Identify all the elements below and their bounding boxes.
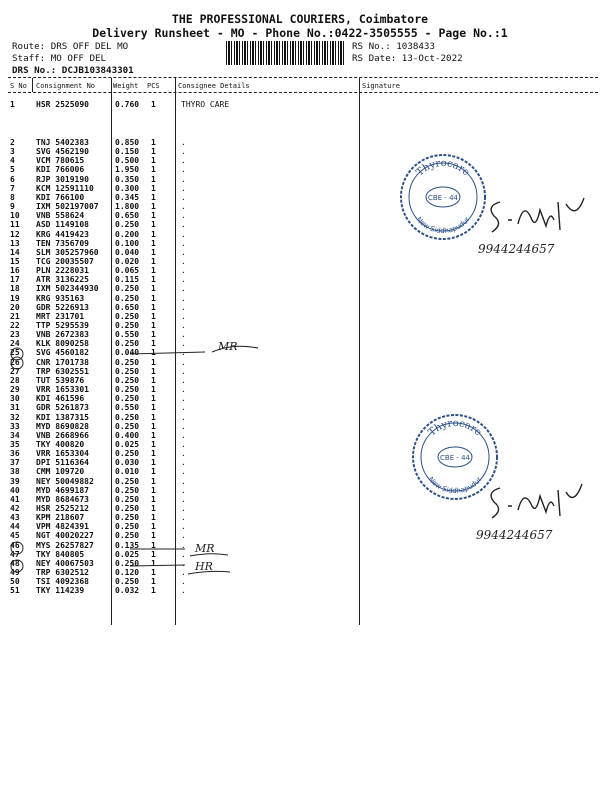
row-consignment-no: KCM 12591110 [36,183,94,193]
svg-text:New Siddhapudur: New Siddhapudur [426,475,484,496]
row-pcs: 1 [151,302,156,312]
row-consignment-no: ASD 1149108 [36,220,89,230]
row-pcs: 1 [151,293,156,303]
row-pcs: 1 [151,586,156,596]
row-consignment-no: CMM 109720 [36,467,85,477]
row-pcs: 1 [151,256,156,266]
row-consignment-no: VRR 1653304 [36,449,89,459]
row-pcs: 1 [151,513,156,523]
row-sno: 34 [10,430,20,440]
handwritten-phone-2: 9944244657 [476,528,553,542]
row-weight: 0.115 [115,275,140,285]
row-weight: 0.250 [115,321,140,330]
row-sno: 12 [10,229,20,239]
row-consignment-no: VNB 558624 [36,211,85,221]
row-pcs: 1 [151,577,156,587]
svg-text:Thyrocare: Thyrocare [426,417,484,439]
row-consignment-no: HSR 2525212 [36,504,89,513]
row-consignee: . [181,174,186,184]
row-weight: 0.020 [115,256,140,266]
row-pcs: 1 [151,165,156,175]
row-consignee: . [181,348,186,358]
row-weight: 0.650 [115,302,140,312]
row-consignment-no: KDI 766006 [36,165,85,175]
row-pcs: 1 [151,540,156,550]
col-header-signature: Signature [362,82,400,90]
row-consignee: . [181,467,186,477]
row-weight: 0.550 [115,403,140,413]
row-pcs: 1 [151,458,156,468]
document-subtitle: Delivery Runsheet - MO - Phone No.:0422-3505555 - Page No.:1 [92,26,508,40]
row-consignee: . [181,485,186,495]
row-consignee: . [181,229,186,239]
row-sno: 8 [10,192,15,202]
row-consignment-no: MYD 4699187 [36,485,89,495]
row-weight: 0.550 [115,330,140,340]
row-consignee: . [181,266,186,276]
col-header-pcs: PCS [147,82,160,90]
row-weight: 0.400 [115,430,140,440]
row-sno: 50 [10,577,20,587]
row-pcs: 1 [151,311,156,321]
row-sno: 28 [10,375,20,385]
row-consignment-no: TTP 5295539 [36,321,89,330]
row-pcs: 1 [151,147,156,157]
row-weight: 0.250 [115,421,140,431]
document-title: THE PROFESSIONAL COURIERS, Coimbatore [171,12,429,26]
row-sno: 45 [10,531,20,541]
row-weight: 0.025 [115,549,140,559]
row-consignee: . [181,494,186,504]
row-consignee: . [181,220,186,230]
row-weight: 0.250 [115,366,140,376]
annotation-hr: HR [195,560,213,573]
signature-1 [480,190,590,240]
row-consignment-no: GDR 5261873 [36,403,89,413]
row-pcs: 1 [151,568,156,578]
row-pcs: 1 [151,476,156,486]
row-sno: 4 [10,156,15,166]
row-pcs: 1 [151,558,156,568]
row-sno: 2 [10,138,15,147]
row-consignee: . [181,211,186,221]
row-weight: 0.250 [115,385,140,395]
row-sno: 24 [10,339,20,349]
rs-number: RS No.: 1038433 [352,41,435,52]
row-sno: 13 [10,238,20,248]
col-header-consignment: Consignment No [36,82,96,90]
row-sno: 31 [10,403,20,413]
row-pcs: 1 [151,247,156,257]
row-weight: 0.345 [115,192,140,202]
row-weight: 1.950 [115,165,140,175]
row-pcs: 1 [151,403,156,413]
row-sno: 7 [10,183,15,193]
row-sno: 39 [10,476,20,486]
svg-text:CBE - 44: CBE - 44 [440,454,470,462]
row-weight: 0.040 [115,247,140,257]
row-weight: 0.250 [115,449,140,459]
row-weight: 0.010 [115,467,140,477]
row-consignee: . [181,311,186,321]
row-pcs: 1 [151,385,156,395]
row-pcs: 1 [151,549,156,559]
row-sno: 22 [10,321,20,330]
row-weight: 0.250 [115,339,140,349]
row-consignment-no: HSR 2525090 [36,100,89,109]
row-pcs: 1 [151,494,156,504]
strike-line-24 [130,352,205,354]
row-pcs: 1 [151,266,156,276]
row-sno: 1 [10,100,15,109]
drs-number: DRS No.: DCJB103843301 [12,65,134,76]
row-consignment-no: PLN 2228031 [36,266,89,276]
row-sno: 17 [10,275,20,285]
row-consignment-no: VRR 1653301 [36,385,89,395]
rs-date: RS Date: 13-Oct-2022 [352,53,463,64]
row-consignment-no: SVG 4560182 [36,348,89,358]
row-sno: 29 [10,385,20,395]
row-weight: 0.250 [115,531,140,541]
row-consignee: . [181,540,186,550]
row-weight: 0.250 [115,522,140,532]
row-consignment-no: MRT 231701 [36,311,85,321]
row-weight: 0.200 [115,229,140,239]
row-sno: 35 [10,439,20,449]
strike-line-46 [130,565,185,566]
row-consignee: . [181,238,186,248]
row-consignment-no: KRG 935163 [36,293,85,303]
row-consignee: . [181,568,186,578]
row-weight: 0.065 [115,266,140,276]
row-pcs: 1 [151,357,156,367]
row-sno: 14 [10,247,20,257]
row-consignment-no: MYD 8684673 [36,494,89,504]
row-sno: 19 [10,293,20,303]
row-weight: 0.250 [115,284,140,294]
row-weight: 0.250 [115,357,140,367]
row-pcs: 1 [151,439,156,449]
row-consignee: . [181,339,186,349]
row-weight: 0.135 [115,540,140,550]
row-consignee: . [181,504,186,513]
row-sno: 21 [10,311,20,321]
row-weight: 0.250 [115,293,140,303]
row-sno: 20 [10,302,20,312]
row-consignee: . [181,421,186,431]
row-pcs: 1 [151,220,156,230]
row-consignment-no: KDI 766100 [36,192,85,202]
row-consignment-no: NEY 40067503 [36,558,94,568]
row-weight: 0.030 [115,458,140,468]
row-sno: 36 [10,449,20,459]
row-consignment-no: KLK 8090258 [36,339,89,349]
row-weight: 0.250 [115,375,140,385]
row-sno: 33 [10,421,20,431]
row-consignee: . [181,156,186,166]
svg-text:New Siddhapudur: New Siddhapudur [414,215,472,236]
row-pcs: 1 [151,375,156,385]
row-weight: 0.250 [115,558,140,568]
row-consignee: . [181,375,186,385]
row-pcs: 1 [151,485,156,495]
row-consignment-no: VCM 780615 [36,156,85,166]
row-weight: 0.250 [115,394,140,404]
row-pcs: 1 [151,330,156,340]
row-consignment-no: KPM 218607 [36,513,85,523]
row-sno: 43 [10,513,20,523]
row-sno: 38 [10,467,20,477]
row-consignee: . [181,183,186,193]
route-label: Route: DRS OFF DEL MO [12,41,129,52]
row-consignment-no: VNB 2668966 [36,430,89,440]
row-weight: 0.250 [115,311,140,321]
row-pcs: 1 [151,522,156,532]
row-consignee: . [181,202,186,212]
row-weight: 0.300 [115,183,140,193]
row-consignment-no: GDR 5226913 [36,302,89,312]
thyrocare-stamp [398,152,488,242]
row-consignee: . [181,330,186,340]
row-consignee: . [181,458,186,468]
row-pcs: 1 [151,138,156,147]
row-consignment-no: RJP 3019190 [36,174,89,184]
circle-mark-46 [11,560,23,572]
row-consignee: . [181,275,186,285]
row-consignment-no: TRP 6302512 [36,568,89,578]
row-pcs: 1 [151,430,156,440]
row-consignee: . [181,284,186,294]
row-weight: 0.250 [115,577,140,587]
row-consignee: . [181,247,186,257]
row-pcs: 1 [151,339,156,349]
row-sno: 44 [10,522,20,532]
row-weight: 0.250 [115,476,140,486]
row-weight: 0.850 [115,138,140,147]
row-consignee: . [181,147,186,157]
row-consignee: . [181,476,186,486]
row-weight: 0.040 [115,348,140,358]
staff-label: Staff: MO OFF DEL [12,53,107,64]
col-header-weight: Weight [113,82,139,90]
row-consignee: . [181,321,186,330]
row-consignee: . [181,138,186,147]
row-weight: 0.760 [115,100,140,109]
row-weight: 0.250 [115,220,140,230]
row-consignee: . [181,586,186,596]
row-consignee: . [181,192,186,202]
handwritten-phone-1: 9944244657 [478,242,555,256]
row-pcs: 1 [151,202,156,212]
row-consignee: . [181,549,186,559]
row-sno: 42 [10,504,20,513]
row-sno: 6 [10,174,15,184]
row-consignment-no: TCG 20035507 [36,256,94,266]
row-sno: 10 [10,211,20,221]
row-consignment-no: TKY 840805 [36,549,85,559]
circle-mark-25 [11,357,23,369]
row-consignment-no: SVG 4562190 [36,147,89,157]
row-consignee: . [181,394,186,404]
row-sno: 16 [10,266,20,276]
row-consignee: . [181,165,186,175]
row-consignee: . [181,256,186,266]
row-sno: 40 [10,485,20,495]
row-consignment-no: MYS 26257827 [36,540,94,550]
col-header-consignee: Consignee Details [178,82,250,90]
row-consignment-no: TNJ 5402383 [36,138,89,147]
row-consignment-no: TKY 400820 [36,439,85,449]
row-weight: 0.032 [115,586,140,596]
row-consignment-no: DPI 5116364 [36,458,89,468]
row-sno: 46 [10,540,20,550]
row-pcs: 1 [151,192,156,202]
row-weight: 0.150 [115,147,140,157]
row-consignment-no: KDI 461596 [36,394,85,404]
row-weight: 0.500 [115,156,140,166]
row-consignee: . [181,439,186,449]
row-weight: 0.025 [115,439,140,449]
row-sno: 5 [10,165,15,175]
row-sno: 51 [10,586,20,596]
row-consignee: . [181,357,186,367]
row-weight: 0.350 [115,174,140,184]
annotation-mr-2: MR [195,542,215,555]
row-consignment-no: NEY 50049882 [36,476,94,486]
row-weight: 1.800 [115,202,140,212]
row-consignee: THYRO CARE [181,100,230,109]
row-consignee: . [181,522,186,532]
row-consignment-no: TUT 539876 [36,375,85,385]
row-pcs: 1 [151,229,156,239]
row-consignee: . [181,412,186,422]
row-pcs: 1 [151,284,156,294]
row-consignee: . [181,558,186,568]
row-consignment-no: KRG 4419423 [36,229,89,239]
row-pcs: 1 [151,394,156,404]
col-header-sno: S No [10,82,27,90]
row-sno: 25 [10,348,20,358]
row-sno: 26 [10,357,20,367]
row-consignment-no: SLM 305257960 [36,247,99,257]
row-consignment-no: VPM 4824391 [36,522,89,532]
row-consignee: . [181,385,186,395]
row-consignee: . [181,513,186,523]
row-consignment-no: KDI 1387315 [36,412,89,422]
row-pcs: 1 [151,275,156,285]
row-weight: 0.650 [115,211,140,221]
row-consignment-no: IXM 502344930 [36,284,99,294]
row-pcs: 1 [151,531,156,541]
row-pcs: 1 [151,100,156,109]
row-consignment-no: TRP 6302551 [36,366,89,376]
row-weight: 0.250 [115,485,140,495]
row-pcs: 1 [151,238,156,248]
row-sno: 37 [10,458,20,468]
row-pcs: 1 [151,174,156,184]
row-sno: 32 [10,412,20,422]
row-consignment-no: MYD 8690828 [36,421,89,431]
circle-mark-44 [11,542,23,554]
row-sno: 49 [10,568,20,578]
row-pcs: 1 [151,412,156,422]
row-pcs: 1 [151,366,156,376]
row-sno: 27 [10,366,20,376]
row-sno: 11 [10,220,20,230]
row-consignment-no: TEN 7356709 [36,238,89,248]
row-weight: 0.250 [115,494,140,504]
row-consignment-no: NGT 40020227 [36,531,94,541]
row-pcs: 1 [151,467,156,477]
row-consignment-no: TSI 4092368 [36,577,89,587]
row-pcs: 1 [151,183,156,193]
row-weight: 0.100 [115,238,140,248]
annotation-mr-1: MR [218,340,238,353]
row-consignment-no: TKY 114239 [36,586,85,596]
row-consignee: . [181,366,186,376]
row-pcs: 1 [151,348,156,358]
row-pcs: 1 [151,321,156,330]
row-consignment-no: ATR 3136225 [36,275,89,285]
row-sno: 23 [10,330,20,340]
row-consignment-no: CNR 1701738 [36,357,89,367]
row-pcs: 1 [151,156,156,166]
row-consignee: . [181,430,186,440]
row-sno: 47 [10,549,20,559]
svg-text:Thyrocare: Thyrocare [414,157,472,179]
svg-text:CBE - 44: CBE - 44 [428,194,458,202]
row-sno: 48 [10,558,20,568]
row-sno: 30 [10,394,20,404]
signature-2 [478,480,588,525]
row-sno: 15 [10,256,20,266]
row-sno: 3 [10,147,15,157]
row-consignee: . [181,531,186,541]
row-consignee: . [181,293,186,303]
row-sno: 9 [10,202,15,212]
row-pcs: 1 [151,504,156,513]
row-consignment-no: VNB 2672383 [36,330,89,340]
row-weight: 0.250 [115,513,140,523]
row-consignee: . [181,449,186,459]
row-pcs: 1 [151,449,156,459]
row-consignee: . [181,302,186,312]
row-pcs: 1 [151,211,156,221]
row-sno: 41 [10,494,20,504]
row-pcs: 1 [151,421,156,431]
row-weight: 0.250 [115,412,140,422]
row-sno: 18 [10,284,20,294]
row-weight: 0.120 [115,568,140,578]
row-weight: 0.250 [115,504,140,513]
row-consignment-no: IXM 502197007 [36,202,99,212]
row-consignee: . [181,403,186,413]
row-consignee: . [181,577,186,587]
